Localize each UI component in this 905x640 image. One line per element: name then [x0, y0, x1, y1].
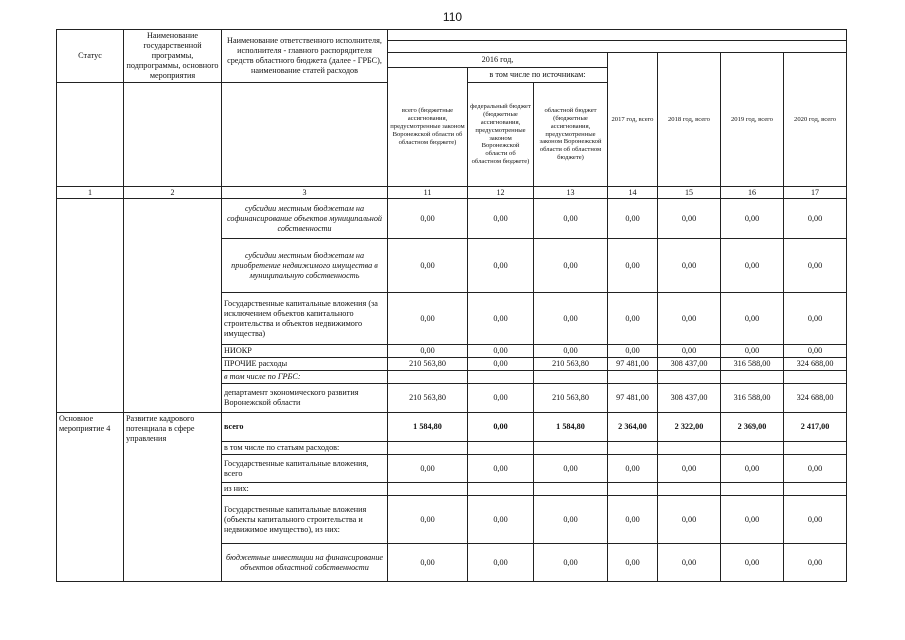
value-cell: 0,00 [388, 496, 468, 544]
value-cell [534, 483, 608, 496]
value-cell: 308 437,00 [658, 358, 721, 371]
value-cell: 210 563,80 [388, 384, 468, 413]
value-cell: 0,00 [468, 544, 534, 582]
value-cell: 0,00 [658, 496, 721, 544]
value-cell: 0,00 [784, 496, 847, 544]
header-executor: Наименование ответственного исполнителя, исполнителя - главного распорядителя средств областного бюджета (далее - ГРБС), наименование статей расходов [222, 30, 388, 83]
col-number: 1 [57, 187, 124, 199]
value-cell: 0,00 [608, 345, 658, 358]
value-cell: 0,00 [658, 199, 721, 239]
header-executor-cont [222, 83, 388, 187]
row-name: всего [222, 413, 388, 442]
value-cell [721, 483, 784, 496]
value-cell [721, 442, 784, 455]
col-number: 17 [784, 187, 847, 199]
table-row [57, 199, 847, 239]
value-cell [468, 442, 534, 455]
value-cell: 0,00 [608, 544, 658, 582]
value-cell [534, 442, 608, 455]
value-cell: 0,00 [721, 345, 784, 358]
col-number: 11 [388, 187, 468, 199]
value-cell [784, 371, 847, 384]
program-cell [124, 199, 222, 413]
value-cell: 0,00 [784, 455, 847, 483]
row-name: Государственные капитальные вложения, всего [222, 455, 388, 483]
row-name: в том числе по статьям расходов: [222, 442, 388, 455]
value-cell [608, 442, 658, 455]
row-name: департамент экономического развития Воронежской области [222, 384, 388, 413]
value-cell [388, 442, 468, 455]
row-name: субсидии местным бюджетам на приобретение недвижимого имущества в муниципальную собственность [222, 239, 388, 293]
value-cell: 0,00 [608, 239, 658, 293]
value-cell [534, 371, 608, 384]
header-status-cont [57, 83, 124, 187]
value-cell [608, 371, 658, 384]
value-cell: 0,00 [468, 413, 534, 442]
value-cell: 0,00 [608, 199, 658, 239]
header-program: Наименование государственной программы, подпрограммы, основного мероприятия [124, 30, 222, 83]
value-cell: 0,00 [608, 496, 658, 544]
row-name: бюджетные инвестиции на финансирование объектов областной собственности [222, 544, 388, 582]
value-cell: 0,00 [784, 345, 847, 358]
value-cell [658, 442, 721, 455]
value-cell: 0,00 [534, 199, 608, 239]
row-name: Государственные капитальные вложения (объекты капитального строительства и недвижимое имущество), из них: [222, 496, 388, 544]
value-cell: 0,00 [721, 239, 784, 293]
value-cell: 324 688,00 [784, 384, 847, 413]
header-federal: федеральный бюджет (бюджетные ассигнования, предусмотренные законом Воронежской области об областном бюджете) [468, 83, 534, 187]
value-cell: 0,00 [468, 384, 534, 413]
row-name: ПРОЧИЕ расходы [222, 358, 388, 371]
value-cell: 0,00 [658, 345, 721, 358]
value-cell: 0,00 [658, 239, 721, 293]
value-cell: 2 322,00 [658, 413, 721, 442]
header-regional: областной бюджет (бюджетные ассигнования, предусмотренные законом Воронежской области об областном бюджете) [534, 83, 608, 187]
value-cell: 0,00 [388, 239, 468, 293]
value-cell: 324 688,00 [784, 358, 847, 371]
value-cell [658, 371, 721, 384]
value-cell: 0,00 [784, 544, 847, 582]
value-cell [468, 483, 534, 496]
col-number: 2 [124, 187, 222, 199]
col-number: 15 [658, 187, 721, 199]
row-name: субсидии местным бюджетам на софинансирование объектов муниципальной собственности [222, 199, 388, 239]
value-cell: 0,00 [534, 345, 608, 358]
value-cell: 1 584,80 [388, 413, 468, 442]
value-cell: 0,00 [608, 455, 658, 483]
value-cell: 316 588,00 [721, 358, 784, 371]
row-name: НИОКР [222, 345, 388, 358]
col-number: 16 [721, 187, 784, 199]
value-cell: 2 364,00 [608, 413, 658, 442]
value-cell: 0,00 [468, 239, 534, 293]
value-cell [784, 442, 847, 455]
value-cell: 1 584,80 [534, 413, 608, 442]
value-cell: 0,00 [608, 293, 658, 345]
value-cell: 210 563,80 [534, 384, 608, 413]
value-cell: 0,00 [468, 345, 534, 358]
row-name: в том числе по ГРБС: [222, 371, 388, 384]
header-2020: 2020 год, всего [784, 53, 847, 187]
col-number: 12 [468, 187, 534, 199]
value-cell [784, 483, 847, 496]
program-cell: Развитие кадрового потенциала в сфере управления [124, 413, 222, 582]
value-cell [721, 371, 784, 384]
header-incl-sources: в том числе по источникам: [468, 68, 608, 83]
header-total-2016: всего (бюджетные ассигнования, предусмотренные законом Воронежской области об областном бюджете) [388, 68, 468, 187]
header-status: Статус [57, 30, 124, 83]
value-cell: 0,00 [721, 496, 784, 544]
value-cell: 308 437,00 [658, 384, 721, 413]
row-name: Государственные капитальные вложения (за исключением объектов капитального строительства и объектов недвижимого имущества) [222, 293, 388, 345]
value-cell: 2 417,00 [784, 413, 847, 442]
header-program-cont [124, 83, 222, 187]
header-2019: 2019 год, всего [721, 53, 784, 187]
value-cell: 0,00 [468, 358, 534, 371]
value-cell: 97 481,00 [608, 358, 658, 371]
value-cell: 0,00 [468, 496, 534, 544]
value-cell: 0,00 [388, 455, 468, 483]
value-cell: 0,00 [534, 544, 608, 582]
value-cell: 0,00 [721, 199, 784, 239]
value-cell: 0,00 [784, 199, 847, 239]
value-cell [388, 371, 468, 384]
col-number: 14 [608, 187, 658, 199]
header-top-blank [388, 30, 847, 41]
page-number: 110 [442, 10, 463, 24]
value-cell: 0,00 [388, 199, 468, 239]
value-cell: 210 563,80 [388, 358, 468, 371]
value-cell: 97 481,00 [608, 384, 658, 413]
header-year-2016: 2016 год, [388, 53, 608, 68]
value-cell: 0,00 [534, 239, 608, 293]
column-number-row [57, 187, 847, 199]
value-cell: 0,00 [721, 293, 784, 345]
value-cell: 0,00 [721, 544, 784, 582]
status-cell [57, 199, 124, 413]
value-cell: 0,00 [468, 455, 534, 483]
col-number: 3 [222, 187, 388, 199]
value-cell [608, 483, 658, 496]
value-cell [658, 483, 721, 496]
value-cell: 0,00 [534, 455, 608, 483]
value-cell: 0,00 [388, 345, 468, 358]
value-cell: 0,00 [658, 455, 721, 483]
value-cell: 0,00 [658, 544, 721, 582]
value-cell: 210 563,80 [534, 358, 608, 371]
value-cell [388, 483, 468, 496]
value-cell: 0,00 [784, 293, 847, 345]
budget-table [56, 29, 847, 582]
table-row [57, 413, 847, 442]
value-cell: 0,00 [658, 293, 721, 345]
value-cell: 0,00 [468, 293, 534, 345]
value-cell: 0,00 [388, 293, 468, 345]
value-cell: 0,00 [784, 239, 847, 293]
status-cell: Основное мероприятие 4 [57, 413, 124, 582]
value-cell: 2 369,00 [721, 413, 784, 442]
value-cell: 316 588,00 [721, 384, 784, 413]
row-name: из них: [222, 483, 388, 496]
value-cell: 0,00 [534, 293, 608, 345]
value-cell: 0,00 [388, 544, 468, 582]
value-cell [468, 371, 534, 384]
header-2018: 2018 год, всего [658, 53, 721, 187]
value-cell: 0,00 [721, 455, 784, 483]
col-number: 13 [534, 187, 608, 199]
header-2017: 2017 год, всего [608, 53, 658, 187]
value-cell: 0,00 [468, 199, 534, 239]
value-cell: 0,00 [534, 496, 608, 544]
header-blank-2 [388, 41, 847, 53]
